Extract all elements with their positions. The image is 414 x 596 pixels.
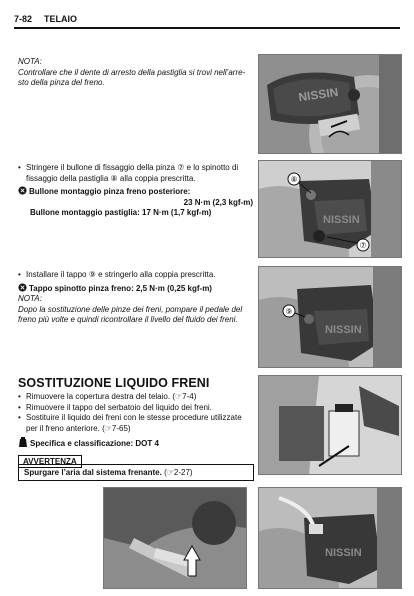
torque-spec-2: Bullone montaggio pastiglia: 17 N·m (1,7 kgf-m) [30,208,212,217]
bullet-item-cont: fissaggio della pastiglia ⑧ alla coppia prescritta. [26,173,196,183]
plug-block [18,270,258,326]
torque-value: 23 N·m (2,3 kgf-m) [183,197,253,207]
page-header [14,11,400,29]
bullet-text: Rimuovere la copertura destra del telaio. [26,392,171,401]
torque-wrench-icon [18,283,27,292]
torque-label: Tappo spinotto pinza freno: 2,5 N·m (0,25 kgf-m) [29,283,212,293]
bullet-item-cont [18,424,258,435]
tighten-block [18,163,258,219]
caliper-brand-text: NISSIN [325,547,362,559]
section-title: TELAIO [44,14,77,24]
page-reference: (☞2-27) [164,468,193,477]
bleed-valve-photo [258,487,402,589]
bullet-item: • Sostituire il liquido dei freni con le stesse procedure utilizzate [18,413,258,424]
fluid-spec [18,437,258,450]
callout-9: ⑨ [285,307,293,316]
note-label: NOTA: [18,294,42,303]
fluid-replacement-section [18,376,258,450]
note-label: NOTA: [18,57,42,66]
fluid-bottle-icon [18,437,28,447]
note-line: Dopo la sostituzione delle pinze dei freni, pompare il pedale del [18,304,243,314]
bullet-item: • Stringere il bullone di fissaggio della pinza ⑦ e lo spinotto di [18,163,258,174]
warning-text: Spurgare l’aria dal sistema frenante. [24,468,162,477]
bullet-item: • Rimuovere il tappo del serbatoio del liquido dei freni. [18,403,258,414]
page-reference: (☞7-4) [172,392,197,401]
torque-wrench-icon [18,186,27,195]
bullet-item: • Installare il tappo ⑨ e stringerlo alla coppia prescritta. [18,270,258,281]
warning-box [18,464,254,481]
caliper-photo-1 [258,54,402,154]
caliper-brand-text: NISSIN [325,324,362,336]
note-line: freno più volte e quindi ricontrollare il livello del fluido dei freni. [18,315,238,324]
torque-label: Bullone montaggio pinza freno posteriore: [29,187,191,196]
warning-label: AVVERTENZA [18,455,82,468]
torque-spec-3 [18,283,258,295]
caliper-brand-text: NISSIN [323,214,360,226]
brake-pedal-photo [103,487,247,589]
spec-text: Specifica e classificazione: DOT 4 [30,439,159,448]
bullet-item [18,392,258,403]
reservoir-photo [258,375,402,475]
callout-8: ⑧ [290,175,298,184]
bullet-text: per il freno anteriore. [26,423,100,433]
note-line: sto della pinza del freno. [18,78,105,87]
caliper-photo-2 [258,160,402,258]
section-heading: SOSTITUZIONE LIQUIDO FRENI [18,376,210,390]
caliper-photo-3 [258,266,402,368]
callout-7: ⑦ [359,241,367,250]
note-line: Controllare che il dente di arresto della pastiglia si trovi nell’arre- [18,67,246,77]
note-block-1 [18,57,253,89]
caliper-brand-text: NISSIN [297,84,340,105]
page-number: 7-82 [14,14,33,24]
torque-spec-1 [18,186,258,198]
page-reference: (☞7-65) [102,423,131,433]
